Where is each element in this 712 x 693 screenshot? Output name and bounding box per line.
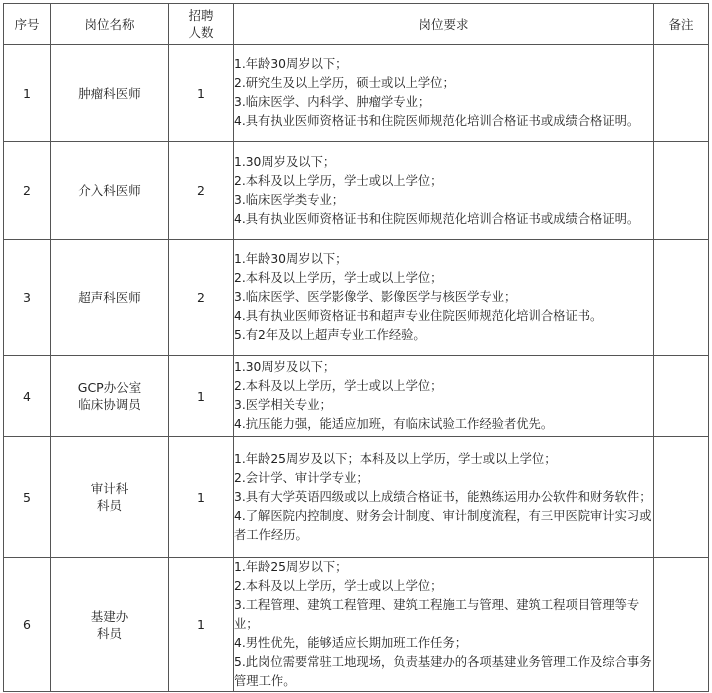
row-index: 5 — [4, 437, 51, 558]
requirement-item: 2.本科及以上学历，学士或以上学位； — [234, 379, 443, 393]
requirement-item: 2.本科及以上学历，学士或以上学位； — [234, 271, 443, 285]
requirement-item: 3.具有大学英语四级或以上成绩合格证书，能熟练运用办公软件和财务软件； — [234, 489, 652, 504]
row-index: 4 — [4, 356, 51, 437]
row-position: 介入科医师 — [51, 142, 169, 240]
row-count: 1 — [169, 437, 234, 558]
header-position: 岗位名称 — [51, 4, 169, 45]
row-count: 2 — [169, 142, 234, 240]
row-index: 6 — [4, 558, 51, 692]
requirement-item: 4.抗压能力强，能适应加班，有临床试验工作经验者优先。 — [234, 417, 554, 431]
row-requirements — [234, 356, 654, 437]
requirement-item: 2.本科及以上学历，学士或以上学位； — [234, 579, 443, 593]
requirement-item: 1.年龄30周岁以下； — [234, 57, 348, 71]
row-requirements — [234, 142, 654, 240]
row-count: 1 — [169, 356, 234, 437]
requirement-item: 5.有2年及以上超声专业工作经验。 — [234, 328, 426, 342]
requirement-item: 1.30周岁及以下； — [234, 360, 336, 374]
requirement-item: 4.具有执业医师资格证书和住院医师规范化培训合格证书或成绩合格证明。 — [234, 211, 640, 226]
row-position: 超声科医师 — [51, 240, 169, 356]
row-remarks — [654, 437, 709, 558]
row-remarks — [654, 240, 709, 356]
row-requirements — [234, 240, 654, 356]
requirement-item: 3.临床医学类专业； — [234, 192, 345, 207]
table-row — [4, 558, 709, 692]
row-index: 3 — [4, 240, 51, 356]
row-position: 审计科 科员 — [51, 437, 169, 558]
row-count: 2 — [169, 240, 234, 356]
requirement-item: 1.30周岁及以下； — [234, 154, 336, 169]
row-index: 2 — [4, 142, 51, 240]
row-remarks — [654, 558, 709, 692]
header-index: 序号 — [4, 4, 51, 45]
requirement-item: 2.本科及以上学历，学士或以上学位； — [234, 173, 443, 188]
header-requirements: 岗位要求 — [234, 4, 654, 45]
requirement-item: 1.年龄30周岁以下； — [234, 252, 348, 266]
requirement-item: 3.工程管理、建筑工程管理、建筑工程施工与管理、建筑工程项目管理等专业； — [234, 598, 640, 631]
requirement-item: 4.了解医院内控制度、财务会计制度、审计制度流程，有三甲医院审计实习或者工作经历。 — [234, 508, 652, 542]
table-row — [4, 356, 709, 437]
header-remarks: 备注 — [654, 4, 709, 45]
requirement-item: 1.年龄25周岁以下； — [234, 560, 348, 574]
table-row — [4, 437, 709, 558]
requirement-item: 3.医学相关专业； — [234, 398, 332, 412]
row-position: GCP办公室 临床协调员 — [51, 356, 169, 437]
row-position: 肿瘤科医师 — [51, 45, 169, 142]
row-requirements — [234, 45, 654, 142]
row-position: 基建办 科员 — [51, 558, 169, 692]
row-requirements — [234, 437, 654, 558]
requirement-item: 4.具有执业医师资格证书和住院医师规范化培训合格证书或成绩合格证明。 — [234, 114, 640, 128]
requirement-item: 4.男性优先，能够适应长期加班工作任务； — [234, 636, 468, 650]
requirement-item: 5.此岗位需要常驻工地现场，负责基建办的各项基建业务管理工作及综合事务管理工作。 — [234, 655, 652, 688]
requirement-item: 2.研究生及以上学历，硕士或以上学位； — [234, 76, 455, 90]
table-row — [4, 142, 709, 240]
row-remarks — [654, 142, 709, 240]
job-requirements-table — [3, 3, 709, 692]
table-row — [4, 45, 709, 142]
table-row — [4, 240, 709, 356]
requirement-item: 3.临床医学、内科学、肿瘤学专业； — [234, 95, 431, 109]
requirement-item: 1.年龄25周岁及以下；本科及以上学历，学士或以上学位； — [234, 451, 557, 466]
row-count: 1 — [169, 45, 234, 142]
row-remarks — [654, 356, 709, 437]
row-requirements — [234, 558, 654, 692]
requirement-item: 4.具有执业医师资格证书和超声专业住院医师规范化培训合格证书。 — [234, 309, 603, 323]
header-count: 招聘 人数 — [169, 4, 234, 45]
row-count: 1 — [169, 558, 234, 692]
row-remarks — [654, 45, 709, 142]
requirement-item: 2.会计学、审计学专业； — [234, 470, 369, 485]
requirement-item: 3.临床医学、医学影像学、影像医学与核医学专业； — [234, 290, 517, 304]
table-header-row — [4, 4, 709, 45]
row-index: 1 — [4, 45, 51, 142]
